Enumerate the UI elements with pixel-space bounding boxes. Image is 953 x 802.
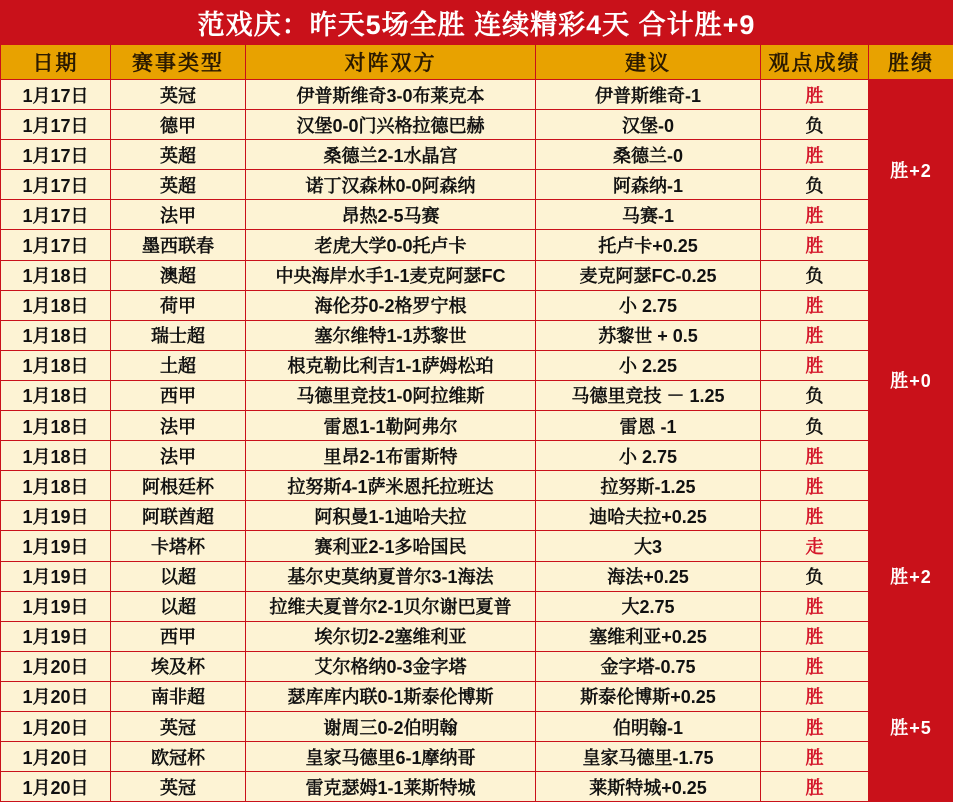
cell-date: 1月18日 bbox=[1, 320, 111, 350]
cell-streak-total: 胜+0 bbox=[869, 260, 953, 501]
cell-match: 皇家马德里6-1摩纳哥 bbox=[246, 742, 536, 772]
cell-match: 塞尔维特1-1苏黎世 bbox=[246, 320, 536, 350]
cell-advice: 皇家马德里-1.75 bbox=[536, 742, 761, 772]
cell-league: 英冠 bbox=[111, 772, 246, 802]
cell-match: 昂热2-5马赛 bbox=[246, 200, 536, 230]
cell-league: 欧冠杯 bbox=[111, 742, 246, 772]
cell-date: 1月19日 bbox=[1, 501, 111, 531]
cell-advice: 雷恩 -1 bbox=[536, 411, 761, 441]
cell-league: 卡塔杯 bbox=[111, 531, 246, 561]
cell-league: 英超 bbox=[111, 140, 246, 170]
cell-advice: 马赛-1 bbox=[536, 200, 761, 230]
cell-match: 中央海岸水手1-1麦克阿瑟FC bbox=[246, 260, 536, 290]
table-row bbox=[1, 350, 953, 380]
cell-league: 英冠 bbox=[111, 80, 246, 110]
cell-result-badge: 胜 bbox=[761, 681, 869, 711]
cell-match: 基尔史莫纳夏普尔3-1海法 bbox=[246, 561, 536, 591]
table-row bbox=[1, 260, 953, 290]
cell-league: 瑞士超 bbox=[111, 320, 246, 350]
cell-advice: 海法+0.25 bbox=[536, 561, 761, 591]
cell-advice: 伯明翰-1 bbox=[536, 711, 761, 741]
cell-streak-total: 胜+2 bbox=[869, 80, 953, 261]
table-row bbox=[1, 591, 953, 621]
cell-league: 土超 bbox=[111, 350, 246, 380]
table-row bbox=[1, 170, 953, 200]
cell-league: 西甲 bbox=[111, 380, 246, 410]
table-row bbox=[1, 651, 953, 681]
cell-league: 法甲 bbox=[111, 200, 246, 230]
cell-date: 1月19日 bbox=[1, 531, 111, 561]
cell-league: 南非超 bbox=[111, 681, 246, 711]
cell-result-badge: 胜 bbox=[761, 651, 869, 681]
table-row bbox=[1, 230, 953, 260]
cell-advice: 汉堡-0 bbox=[536, 110, 761, 140]
table-row bbox=[1, 411, 953, 441]
cell-league: 英超 bbox=[111, 170, 246, 200]
table-row bbox=[1, 561, 953, 591]
cell-league: 澳超 bbox=[111, 260, 246, 290]
column-header-date: 日期 bbox=[1, 45, 111, 80]
cell-match: 海伦芬0-2格罗宁根 bbox=[246, 290, 536, 320]
cell-match: 雷恩1-1勒阿弗尔 bbox=[246, 411, 536, 441]
cell-date: 1月18日 bbox=[1, 411, 111, 441]
cell-streak-total: 胜+5 bbox=[869, 651, 953, 801]
cell-advice: 莱斯特城+0.25 bbox=[536, 772, 761, 802]
cell-result-badge: 负 bbox=[761, 561, 869, 591]
cell-league: 英冠 bbox=[111, 711, 246, 741]
cell-result-badge: 胜 bbox=[761, 772, 869, 802]
column-header-match: 对阵双方 bbox=[246, 45, 536, 80]
cell-date: 1月19日 bbox=[1, 621, 111, 651]
table-row bbox=[1, 531, 953, 561]
cell-advice: 拉努斯-1.25 bbox=[536, 471, 761, 501]
cell-league: 德甲 bbox=[111, 110, 246, 140]
cell-match: 诺丁汉森林0-0阿森纳 bbox=[246, 170, 536, 200]
cell-match: 雷克瑟姆1-1莱斯特城 bbox=[246, 772, 536, 802]
cell-league: 法甲 bbox=[111, 441, 246, 471]
cell-advice: 迪哈夫拉+0.25 bbox=[536, 501, 761, 531]
cell-match: 汉堡0-0门兴格拉德巴赫 bbox=[246, 110, 536, 140]
cell-result-badge: 胜 bbox=[761, 742, 869, 772]
cell-match: 埃尔切2-2塞维利亚 bbox=[246, 621, 536, 651]
cell-date: 1月19日 bbox=[1, 561, 111, 591]
cell-result-badge: 胜 bbox=[761, 200, 869, 230]
cell-date: 1月17日 bbox=[1, 140, 111, 170]
page-title: 范戏庆：昨天5场全胜 连续精彩4天 合计胜+9 bbox=[197, 9, 756, 40]
table-row bbox=[1, 110, 953, 140]
cell-result-badge: 胜 bbox=[761, 230, 869, 260]
cell-advice: 大3 bbox=[536, 531, 761, 561]
table-row bbox=[1, 742, 953, 772]
cell-date: 1月18日 bbox=[1, 471, 111, 501]
cell-advice: 金字塔-0.75 bbox=[536, 651, 761, 681]
table-row bbox=[1, 290, 953, 320]
cell-league: 法甲 bbox=[111, 411, 246, 441]
cell-match: 谢周三0-2伯明翰 bbox=[246, 711, 536, 741]
cell-result-badge: 胜 bbox=[761, 591, 869, 621]
cell-match: 瑟库库内联0-1斯泰伦博斯 bbox=[246, 681, 536, 711]
cell-date: 1月17日 bbox=[1, 230, 111, 260]
cell-advice: 马德里竞技 － 1.25 bbox=[536, 380, 761, 410]
cell-advice: 小 2.75 bbox=[536, 290, 761, 320]
cell-result-badge: 负 bbox=[761, 260, 869, 290]
cell-league: 以超 bbox=[111, 561, 246, 591]
cell-league: 阿联酋超 bbox=[111, 501, 246, 531]
cell-result-badge: 胜 bbox=[761, 711, 869, 741]
cell-advice: 桑德兰-0 bbox=[536, 140, 761, 170]
title-bar bbox=[0, 0, 953, 44]
column-header-advice: 建议 bbox=[536, 45, 761, 80]
table-row bbox=[1, 380, 953, 410]
table-row bbox=[1, 711, 953, 741]
cell-league: 埃及杯 bbox=[111, 651, 246, 681]
cell-result-badge: 负 bbox=[761, 411, 869, 441]
cell-date: 1月18日 bbox=[1, 380, 111, 410]
cell-match: 伊普斯维奇3-0布莱克本 bbox=[246, 80, 536, 110]
table-row bbox=[1, 200, 953, 230]
column-header-result: 观点成绩 bbox=[761, 45, 869, 80]
cell-result-badge: 负 bbox=[761, 110, 869, 140]
cell-result-badge: 胜 bbox=[761, 290, 869, 320]
cell-league: 以超 bbox=[111, 591, 246, 621]
cell-match: 老虎大学0-0托卢卡 bbox=[246, 230, 536, 260]
cell-result-badge: 胜 bbox=[761, 350, 869, 380]
cell-result-badge: 负 bbox=[761, 380, 869, 410]
table-row bbox=[1, 471, 953, 501]
cell-league: 荷甲 bbox=[111, 290, 246, 320]
cell-date: 1月20日 bbox=[1, 772, 111, 802]
table-row bbox=[1, 320, 953, 350]
cell-date: 1月18日 bbox=[1, 441, 111, 471]
cell-advice: 大2.75 bbox=[536, 591, 761, 621]
cell-result-badge: 胜 bbox=[761, 320, 869, 350]
cell-date: 1月17日 bbox=[1, 170, 111, 200]
cell-result-badge: 胜 bbox=[761, 80, 869, 110]
cell-advice: 斯泰伦博斯+0.25 bbox=[536, 681, 761, 711]
cell-date: 1月18日 bbox=[1, 260, 111, 290]
cell-result-badge: 胜 bbox=[761, 441, 869, 471]
cell-match: 拉努斯4-1萨米恩托拉班达 bbox=[246, 471, 536, 501]
cell-advice: 阿森纳-1 bbox=[536, 170, 761, 200]
cell-date: 1月17日 bbox=[1, 110, 111, 140]
cell-date: 1月18日 bbox=[1, 350, 111, 380]
cell-advice: 小 2.25 bbox=[536, 350, 761, 380]
cell-advice: 塞维利亚+0.25 bbox=[536, 621, 761, 651]
cell-league: 西甲 bbox=[111, 621, 246, 651]
cell-date: 1月20日 bbox=[1, 651, 111, 681]
cell-result-badge: 胜 bbox=[761, 140, 869, 170]
cell-streak-total: 胜+2 bbox=[869, 501, 953, 651]
cell-date: 1月18日 bbox=[1, 290, 111, 320]
cell-match: 阿积曼1-1迪哈夫拉 bbox=[246, 501, 536, 531]
cell-match: 拉维夫夏普尔2-1贝尔谢巴夏普 bbox=[246, 591, 536, 621]
cell-advice: 伊普斯维奇-1 bbox=[536, 80, 761, 110]
table-row bbox=[1, 80, 953, 110]
cell-match: 里昂2-1布雷斯特 bbox=[246, 441, 536, 471]
cell-result-badge: 胜 bbox=[761, 471, 869, 501]
table-row bbox=[1, 621, 953, 651]
cell-match: 桑德兰2-1水晶宫 bbox=[246, 140, 536, 170]
table-row bbox=[1, 681, 953, 711]
cell-date: 1月17日 bbox=[1, 200, 111, 230]
cell-advice: 苏黎世 + 0.5 bbox=[536, 320, 761, 350]
table-body bbox=[1, 45, 953, 802]
cell-match: 赛利亚2-1多哈国民 bbox=[246, 531, 536, 561]
cell-result-badge: 负 bbox=[761, 170, 869, 200]
cell-match: 艾尔格纳0-3金字塔 bbox=[246, 651, 536, 681]
table-row bbox=[1, 772, 953, 802]
table-row bbox=[1, 441, 953, 471]
cell-advice: 小 2.75 bbox=[536, 441, 761, 471]
table-row bbox=[1, 501, 953, 531]
table-header-row bbox=[1, 45, 953, 80]
cell-result-badge: 胜 bbox=[761, 501, 869, 531]
cell-date: 1月20日 bbox=[1, 711, 111, 741]
cell-date: 1月20日 bbox=[1, 742, 111, 772]
cell-match: 马德里竞技1-0阿拉维斯 bbox=[246, 380, 536, 410]
column-header-streak: 胜绩 bbox=[869, 45, 953, 80]
cell-league: 墨西联春 bbox=[111, 230, 246, 260]
cell-date: 1月19日 bbox=[1, 591, 111, 621]
cell-advice: 麦克阿瑟FC-0.25 bbox=[536, 260, 761, 290]
column-header-league: 赛事类型 bbox=[111, 45, 246, 80]
cell-advice: 托卢卡+0.25 bbox=[536, 230, 761, 260]
cell-result-badge: 走 bbox=[761, 531, 869, 561]
predictions-table bbox=[0, 44, 953, 802]
table-row bbox=[1, 140, 953, 170]
cell-date: 1月17日 bbox=[1, 80, 111, 110]
cell-match: 根克勒比利吉1-1萨姆松珀 bbox=[246, 350, 536, 380]
cell-result-badge: 胜 bbox=[761, 621, 869, 651]
cell-league: 阿根廷杯 bbox=[111, 471, 246, 501]
cell-date: 1月20日 bbox=[1, 681, 111, 711]
